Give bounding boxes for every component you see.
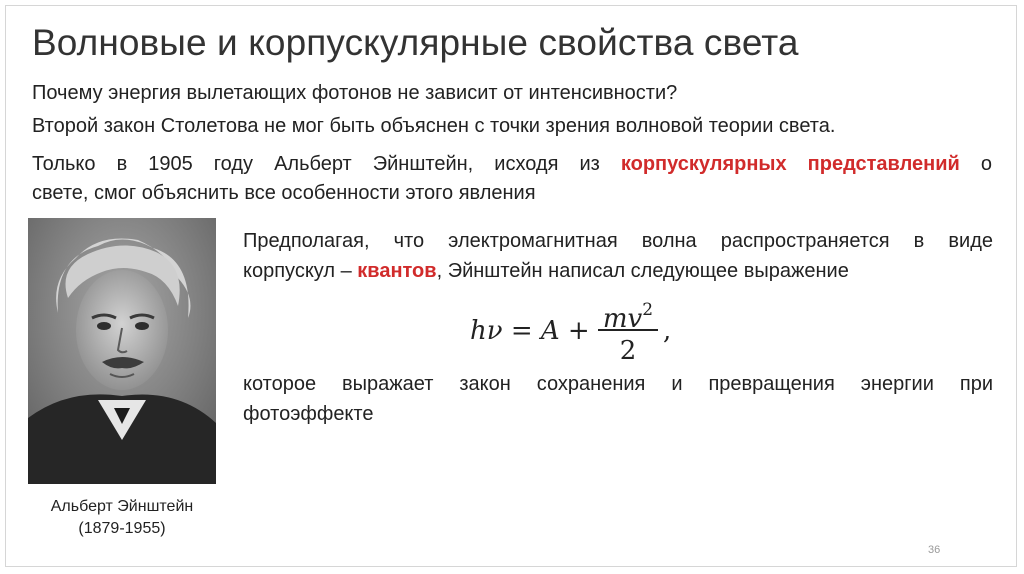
- conservation-line-1: которое выражает закон сохранения и превращения энергии при: [243, 373, 993, 395]
- quanta-paragraph: [243, 226, 993, 286]
- equation-lhs: hν = A +: [470, 316, 590, 346]
- quanta-tail: , Эйнштейн написал следующее выражение: [436, 260, 849, 282]
- numerator-text: mv: [602, 304, 643, 334]
- corpuscular-highlight: корпускулярных представлений: [620, 153, 960, 175]
- caption-years: (1879-1955): [78, 520, 166, 537]
- einstein-portrait: [28, 218, 216, 484]
- numerator-exponent: 2: [642, 300, 654, 320]
- quanta-line-1: Предполагая, что электромагнитная волна распространяется в виде: [243, 230, 993, 252]
- quanta-text: корпускул –: [243, 260, 358, 282]
- quanta-highlight: квантов: [357, 260, 437, 282]
- einstein-intro-line-2: свете, смог объяснить все особенности этого явления: [32, 182, 536, 204]
- conservation-line-2: фотоэффекте: [243, 403, 374, 425]
- stoletov-law-line: Второй закон Столетова не мог быть объяснен с точки зрения волновой теории света.: [32, 115, 836, 137]
- equation-comma: ,: [663, 316, 672, 346]
- einstein-intro-line-1: [32, 150, 992, 179]
- equation-fraction: [598, 292, 658, 369]
- page-number: 36: [928, 544, 941, 556]
- caption-name: Альберт Эйнштейн: [50, 498, 194, 515]
- question-line: Почему энергия вылетающих фотонов не зависит от интенсивности?: [32, 82, 678, 104]
- quanta-line-2: [243, 256, 993, 286]
- fraction-numerator: [598, 292, 658, 334]
- portrait-caption: [28, 496, 216, 540]
- einstein-intro-tail: о: [959, 153, 993, 175]
- conservation-paragraph: [243, 369, 993, 429]
- einstein-intro-text: Только в 1905 году Альберт Эйнштейн, исходя из: [32, 153, 621, 175]
- slide-title: Волновые и корпускулярные свойства света: [32, 22, 799, 63]
- einstein-intro-paragraph: [32, 150, 992, 208]
- fraction-denominator: 2: [619, 336, 637, 366]
